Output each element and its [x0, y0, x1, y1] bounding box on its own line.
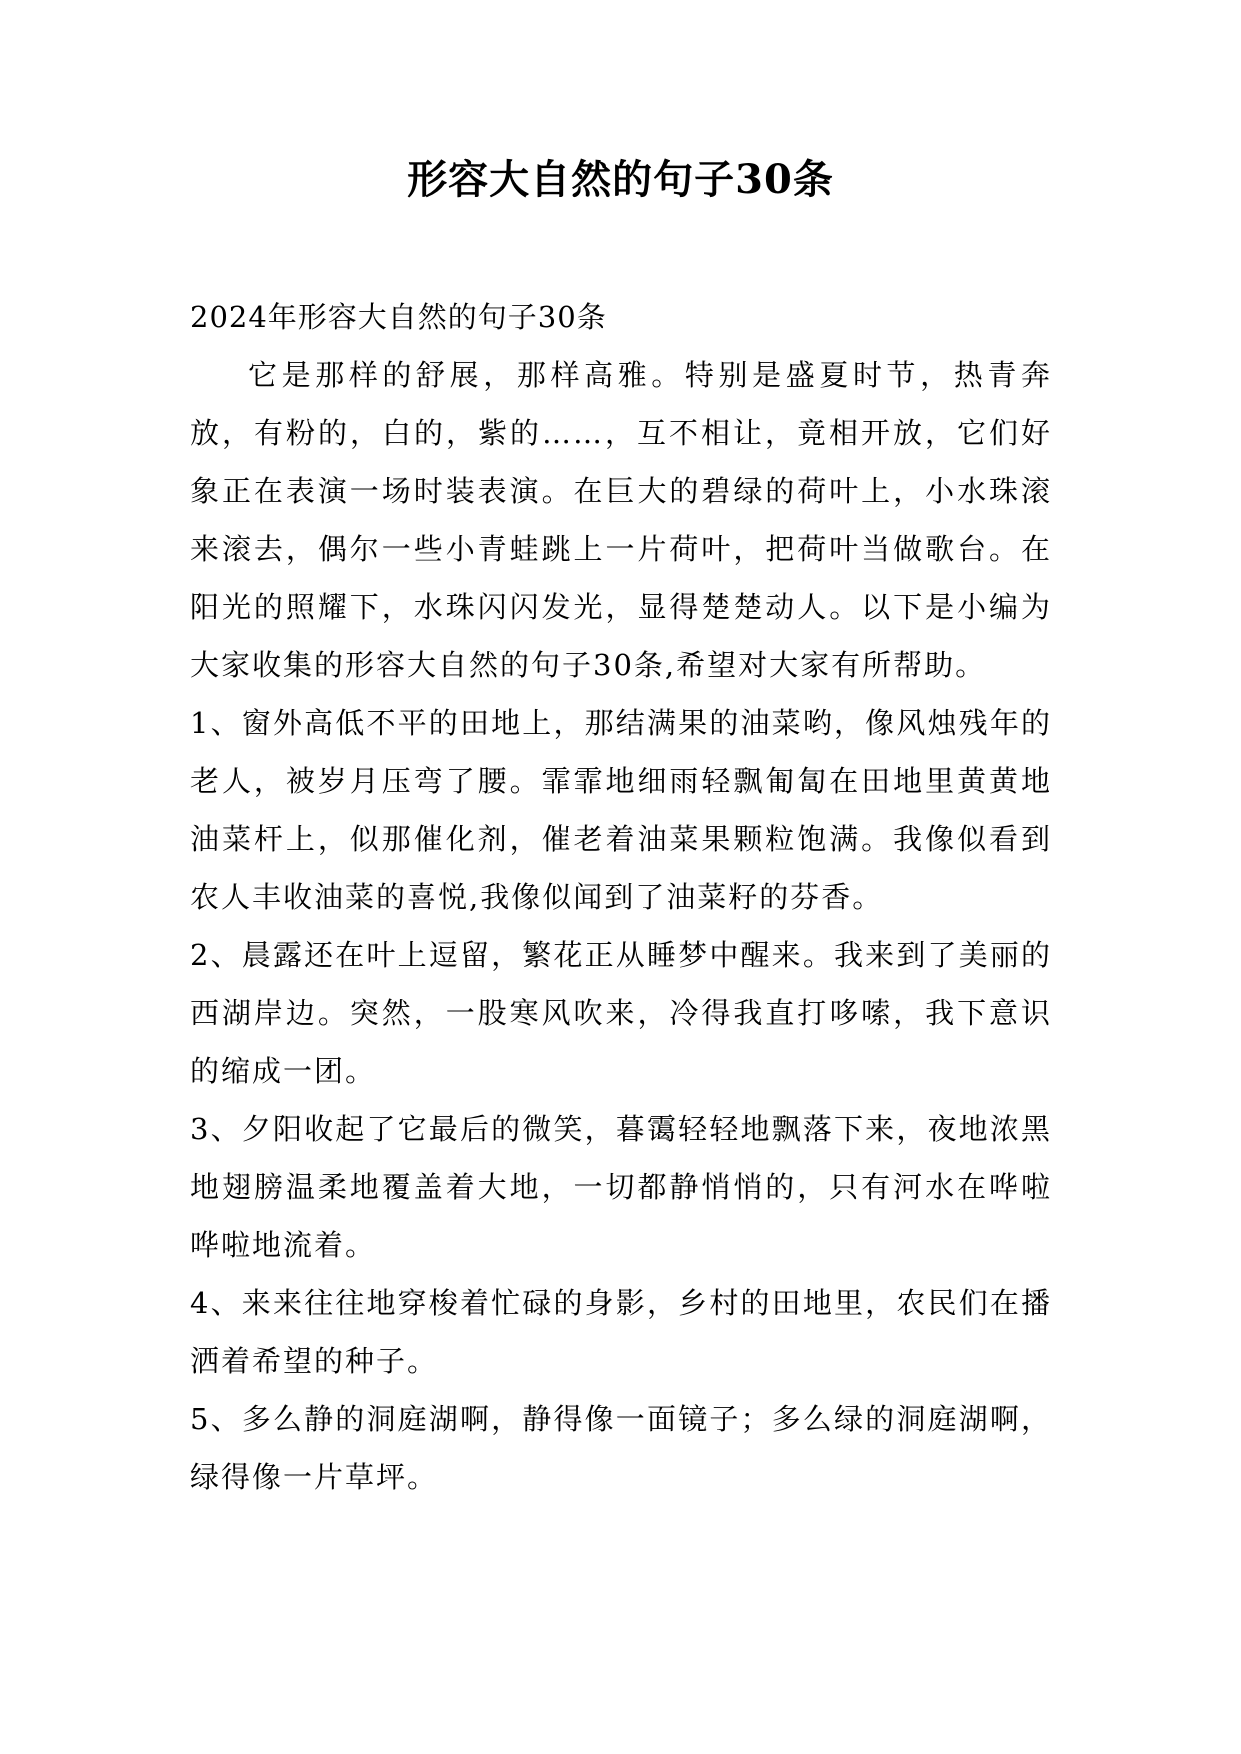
document-title: 形容大自然的句子30条 — [407, 156, 834, 203]
sentence-item-5: 5、多么静的洞庭湖啊，静得像一面镜子；多么绿的洞庭湖啊，绿得像一片草坪。 — [190, 1402, 1052, 1494]
sentence-item-1: 1、窗外高低不平的田地上，那结满果的油菜哟，像风烛残年的老人，被岁月压弯了腰。霏霏地细雨轻飘匍匐在田地里黄黄地油菜杆上，似那催化剂，催老着油菜果颗粒饱满。我像似看到农人丰收油菜的喜悦,我像似闻到了油菜籽的芬香。 — [190, 706, 1052, 914]
sentence-item-3: 3、夕阳收起了它最后的微笑，暮霭轻轻地飘落下来，夜地浓黑地翅膀温柔地覆盖着大地，一切都静悄悄的，只有河水在哗啦哗啦地流着。 — [190, 1112, 1052, 1262]
sentence-item-4: 4、来来往往地穿梭着忙碌的身影，乡村的田地里，农民们在播洒着希望的种子。 — [190, 1286, 1052, 1378]
document-body — [190, 288, 1052, 1506]
sentence-item-2: 2、晨露还在叶上逗留，繁花正从睡梦中醒来。我来到了美丽的西湖岸边。突然，一股寒风吹来，冷得我直打哆嗦，我下意识的缩成一团。 — [190, 938, 1052, 1088]
intro-paragraph: 它是那样的舒展，那样高雅。特别是盛夏时节，热青奔放，有粉的，白的，紫的……，互不相让，竟相开放，它们好象正在表演一场时装表演。在巨大的碧绿的荷叶上，小水珠滚来滚去，偶尔一些小青蛙跳上一片荷叶，把荷叶当做歌台。在阳光的照耀下，水珠闪闪发光，显得楚楚动人。以下是小编为大家收集的形容大自然的句子30条,希望对大家有所帮助。 — [190, 358, 1052, 682]
document-subtitle: 2024年形容大自然的句子30条 — [190, 300, 607, 334]
